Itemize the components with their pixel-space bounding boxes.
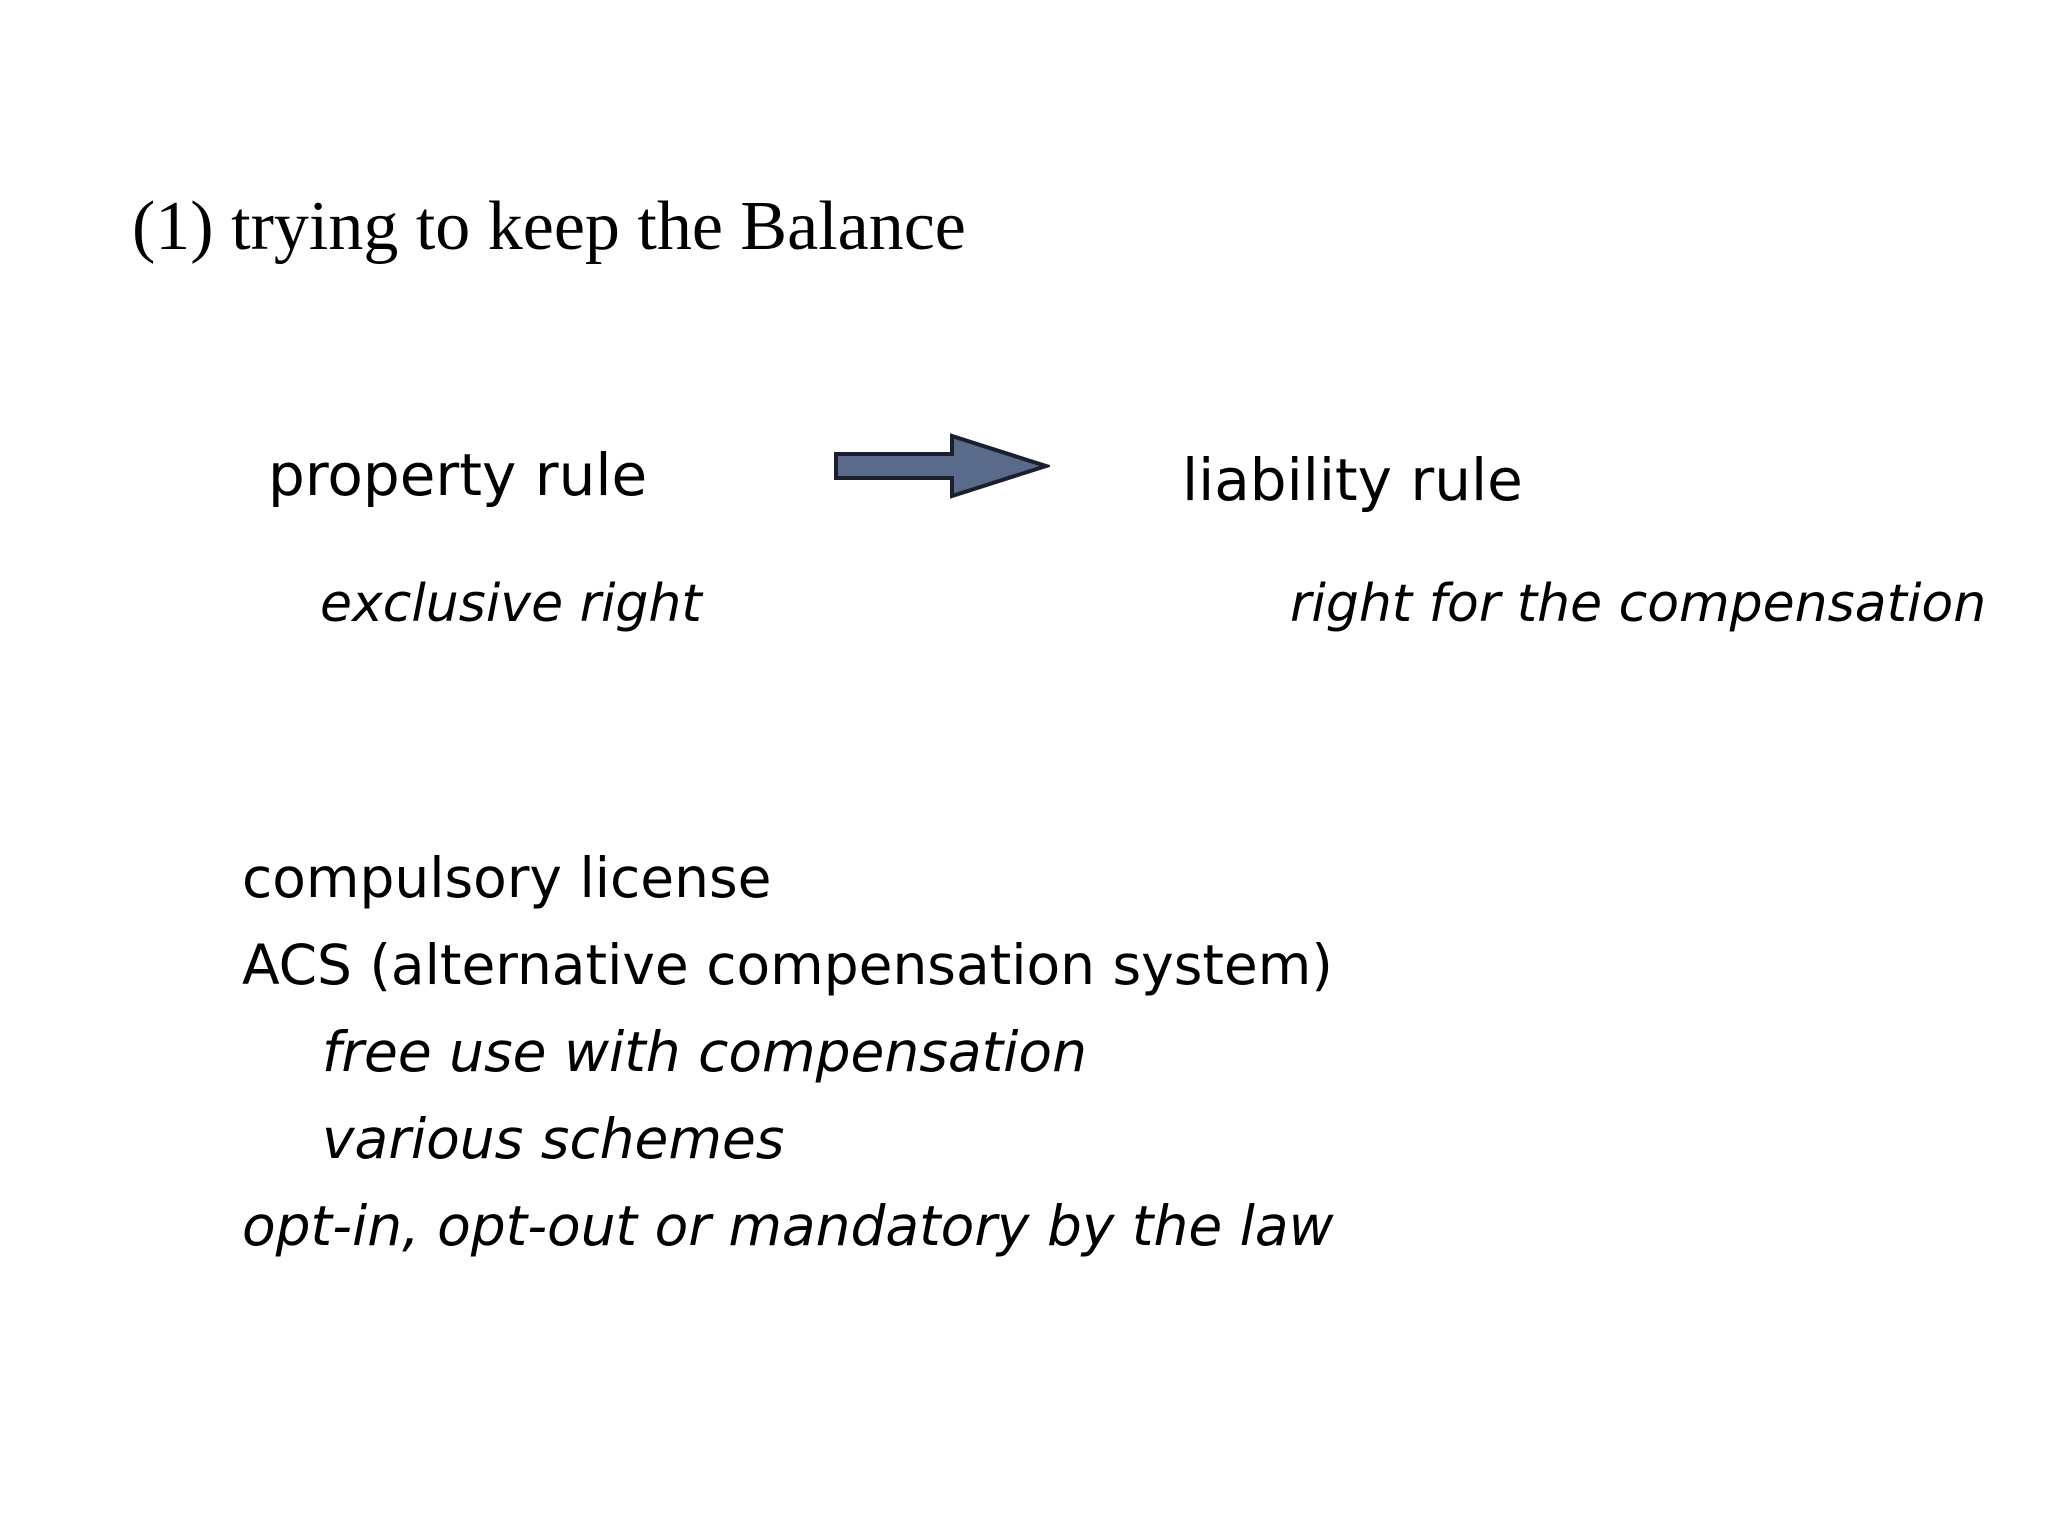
exclusive-right-subtext: exclusive right [320, 574, 702, 634]
list-item: ACS (alternative compensation system) [242, 933, 1333, 997]
list-item: free use with compensation [322, 1020, 1087, 1084]
arrow-shape [836, 436, 1046, 496]
list-item: opt-in, opt-out or mandatory by the law [242, 1194, 1334, 1258]
point-list [242, 845, 1334, 1280]
list-item: various schemes [322, 1107, 785, 1171]
right-arrow-icon [832, 432, 1050, 500]
compensation-right-subtext: right for the compensation [1290, 574, 1987, 634]
slide-title: (1) trying to keep the Balance [132, 188, 966, 265]
list-item: compulsory license [242, 846, 772, 910]
liability-rule-heading: liability rule [1182, 446, 1523, 514]
property-rule-heading: property rule [268, 441, 648, 509]
